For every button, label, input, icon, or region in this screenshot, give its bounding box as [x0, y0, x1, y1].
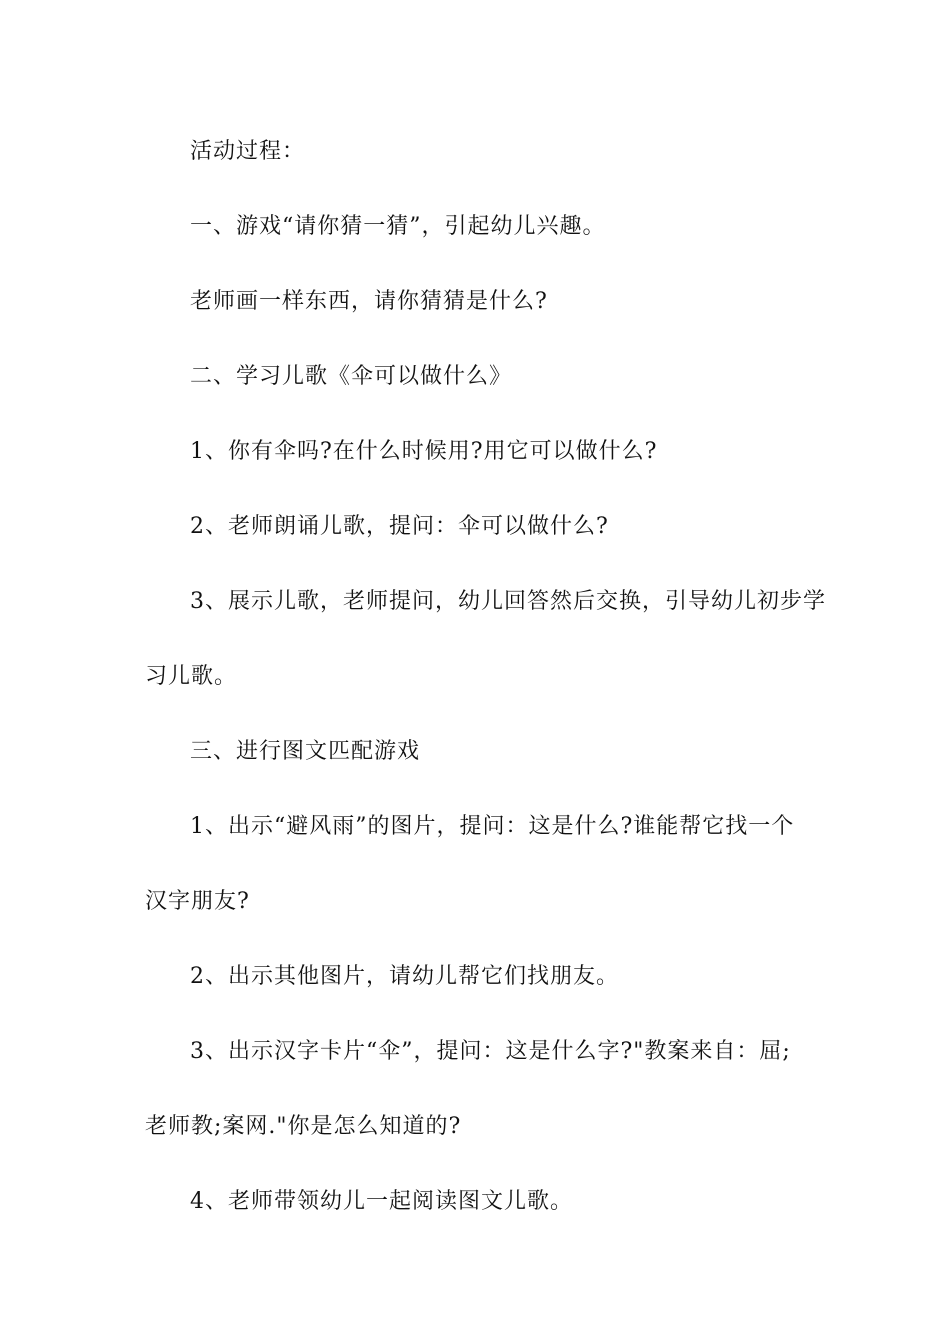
paragraph-line-continued: 老师教;案网."你是怎么知道的?	[145, 1114, 462, 1139]
paragraph-line: 1、出示“避风雨”的图片，提问：这是什么?谁能帮它找一个	[190, 814, 795, 839]
heading-activity-process: 活动过程：	[190, 139, 306, 164]
paragraph-line: 3、展示儿歌，老师提问，幼儿回答然后交换，引导幼儿初步学	[190, 589, 826, 614]
paragraph-line-continued: 习儿歌。	[145, 664, 238, 689]
paragraph-line: 老师画一样东西，请你猜猜是什么?	[190, 289, 548, 314]
paragraph-line: 2、老师朗诵儿歌，提问：伞可以做什么?	[190, 514, 609, 539]
paragraph-line-continued: 汉字朋友?	[145, 889, 250, 914]
paragraph-line: 4、老师带领幼儿一起阅读图文儿歌。	[190, 1189, 573, 1214]
paragraph-line: 2、出示其他图片，请幼儿帮它们找朋友。	[190, 964, 619, 989]
paragraph-line: 3、出示汉字卡片“伞”，提问：这是什么字?"教案来自：屈;	[190, 1039, 791, 1064]
paragraph-line: 1、你有伞吗?在什么时候用?用它可以做什么?	[190, 439, 658, 464]
section-three-title: 三、进行图文匹配游戏	[190, 739, 421, 764]
section-two-title: 二、学习儿歌《伞可以做什么》	[190, 364, 513, 389]
section-one-title: 一、游戏“请你猜一猜”，引起幼儿兴趣。	[190, 214, 606, 239]
